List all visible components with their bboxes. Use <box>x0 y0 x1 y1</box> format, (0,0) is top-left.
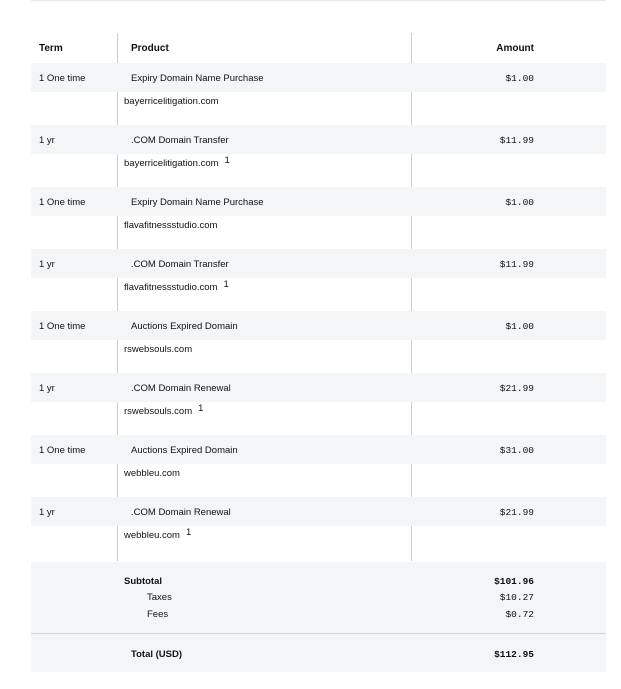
item-term: 1 yr <box>39 135 55 146</box>
item-amount: $31.00 <box>499 445 534 456</box>
item-term: 1 yr <box>39 259 55 270</box>
item-domain-name: flavafitnessstudio.com <box>124 282 218 293</box>
header-term: Term <box>39 43 63 54</box>
item-term: 1 One time <box>39 73 86 84</box>
item-domain-name: flavafitnessstudio.com <box>124 220 218 231</box>
item-product: Expiry Domain Name Purchase <box>131 73 264 84</box>
item-term: 1 yr <box>39 383 55 394</box>
subtotal-label: Subtotal <box>124 576 162 587</box>
item-amount: $21.99 <box>499 383 534 394</box>
item-footnote-marker: 1 <box>223 279 229 290</box>
table-header <box>31 33 606 63</box>
item-domain <box>124 155 230 169</box>
header-product: Product <box>131 43 169 54</box>
item-domain <box>124 344 198 355</box>
item-domain <box>124 279 229 293</box>
item-term: 1 yr <box>39 507 55 518</box>
line-item-band <box>31 63 606 92</box>
item-domain <box>124 96 225 107</box>
line-item <box>31 187 606 249</box>
item-amount: $11.99 <box>499 135 534 146</box>
fees-label: Fees <box>147 609 169 620</box>
line-item <box>31 249 606 311</box>
item-domain-name: webbleu.com <box>124 530 180 541</box>
item-product: Auctions Expired Domain <box>131 445 238 456</box>
item-amount: $1.00 <box>505 73 534 84</box>
top-divider <box>31 0 606 1</box>
item-domain-name: bayerricelitigation.com <box>124 158 219 169</box>
item-product: .COM Domain Renewal <box>131 383 231 394</box>
line-item-band <box>31 373 606 402</box>
summary-block <box>31 562 606 672</box>
item-domain-name: rswebsouls.com <box>124 406 193 417</box>
item-product: Auctions Expired Domain <box>131 321 238 332</box>
line-item-band <box>31 125 606 154</box>
item-footnote-marker: 1 <box>224 155 230 166</box>
item-product: .COM Domain Transfer <box>131 259 229 270</box>
line-item-band <box>31 187 606 216</box>
item-domain-name: bayerricelitigation.com <box>124 96 219 107</box>
subtotal-value: $101.96 <box>494 576 534 587</box>
item-domain <box>124 220 223 231</box>
item-footnote-marker: 1 <box>198 403 204 414</box>
item-domain <box>124 527 192 541</box>
line-item <box>31 63 606 125</box>
fees-value: $0.72 <box>505 609 534 620</box>
item-domain-name: rswebsouls.com <box>124 344 193 355</box>
line-item-band <box>31 435 606 464</box>
total-label: Total (USD) <box>131 649 183 660</box>
item-product: .COM Domain Renewal <box>131 507 231 518</box>
line-item-band <box>31 249 606 278</box>
invoice-table <box>31 33 606 660</box>
total-divider <box>31 633 606 634</box>
line-item-band <box>31 311 606 340</box>
total-value: $112.95 <box>494 649 534 660</box>
item-term: 1 One time <box>39 197 86 208</box>
item-product: .COM Domain Transfer <box>131 135 229 146</box>
item-domain-name: webbleu.com <box>124 468 180 479</box>
item-product: Expiry Domain Name Purchase <box>131 197 264 208</box>
item-amount: $1.00 <box>505 321 534 332</box>
line-item-band <box>31 497 606 526</box>
item-footnote-marker: 1 <box>185 527 192 538</box>
item-domain <box>124 468 186 479</box>
line-item <box>31 373 606 435</box>
line-items <box>31 63 606 559</box>
line-item <box>31 311 606 373</box>
item-term: 1 One time <box>39 321 86 332</box>
taxes-label: Taxes <box>147 592 172 603</box>
taxes-value: $10.27 <box>499 592 534 603</box>
item-domain <box>124 403 204 417</box>
line-item <box>31 497 606 559</box>
line-item <box>31 435 606 497</box>
item-term: 1 One time <box>39 445 86 456</box>
item-amount: $21.99 <box>499 507 534 518</box>
item-amount: $1.00 <box>505 197 534 208</box>
header-amount: Amount <box>496 43 534 54</box>
line-item <box>31 125 606 187</box>
item-amount: $11.99 <box>499 259 534 270</box>
